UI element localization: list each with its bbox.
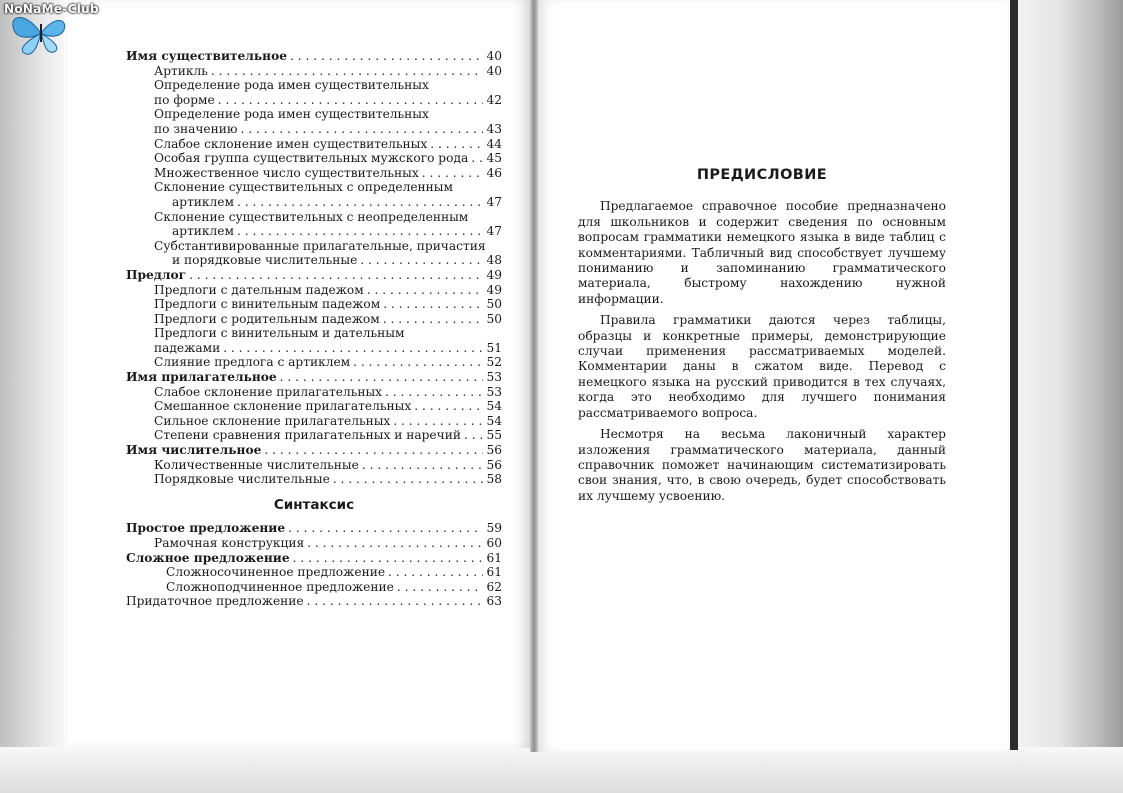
toc-entry [126,341,502,356]
toc-page-number: 51 [486,340,502,355]
toc-entry-title: Простое предложение [126,521,286,536]
toc-leader-dots [288,521,483,536]
toc-entry-title: Предлог [126,267,187,282]
toc-entry [126,195,502,210]
toc-leader-dots [218,93,484,108]
toc-leader-dots [414,399,483,414]
toc-page-number: 61 [486,550,502,565]
toc-page-number: 53 [486,370,502,385]
toc-entry [126,580,502,595]
toc-leader-dots [367,283,484,298]
toc-entry [126,370,502,385]
toc-entry-title: Порядковые числительные [154,472,330,487]
toc-page-number: 54 [486,413,502,428]
preface-paragraph: Предлагаемое справочное пособие предназначено для школьников и содержит сведения по основным вопросам грамматики немецкого языка в виде таблиц с комментариями. Табличный вид способствует лучшему пониманию и запоминанию грамматического материала, быстрому нахождению нужной информации. [578,199,946,306]
toc-entry [126,64,502,79]
toc-leader-dots [280,370,484,385]
toc-entry [126,428,502,443]
toc-entry-title: Сложное предложение [126,550,290,565]
toc-entry [126,355,502,370]
toc-page-number: 50 [486,297,502,312]
toc-entry-line: Предлоги с винительным и дательным [154,326,405,341]
toc-entry-title: Смешанное склонение прилагательных [154,399,412,414]
toc-entry [126,268,502,283]
toc-page-number: 49 [486,282,502,297]
toc-entry-title: Особая группа существительных мужского рода [154,151,469,166]
toc-entry-title: и порядковые числительные [172,253,358,268]
toc-page-number: 55 [486,428,502,443]
toc-leader-dots [388,565,483,580]
toc-page-number: 52 [486,355,502,370]
toc-entry-title: Предлоги с винительным падежом [154,297,381,312]
toc-entry [126,594,502,609]
toc-entry-line: Определение рода имен существительных [154,78,429,93]
toc-leader-dots [360,253,483,268]
toc-entry-title: Сложноподчиненное предложение [166,579,394,594]
watermark-text: NoNaMe-Club [4,2,99,16]
toc-entry-title: Множественное число существительных [154,165,419,180]
toc-entry-title: артиклем [172,224,234,239]
toc-page-number: 40 [486,63,502,78]
toc-page-number: 62 [486,579,502,594]
toc-leader-dots [353,355,483,370]
toc-page-number: 60 [486,536,502,550]
toc-leader-dots [237,195,483,210]
page-edge-shadow [1010,0,1018,750]
toc-entry-title: Сложносочиненное предложение [166,565,386,580]
preface-title: ПРЕДИСЛОВИЕ [696,167,828,183]
toc-entry-title: Имя существительное [126,49,287,63]
toc-entry-title: Предлоги с родительным падежом [154,311,380,326]
toc-entry [126,49,502,64]
toc-entry-title: Имя прилагательное [126,370,277,385]
toc-leader-dots [307,594,484,609]
toc-leader-dots [241,122,484,137]
toc-entry-title: Артикль [154,63,208,78]
toc-entry-title: Слабое склонение прилагательных [154,384,383,399]
preface-paragraph: Правила грамматики даются через таблицы, образцы и конкретные примеры, демонстрирующие случаи применения рассматриваемых моделей. Комментарии даны в сжатом виде. Перевод с немецкого языка на русский приводится в тех случаях, когда это необходимо для лучшего понимания рассматриваемого вопроса. [578,313,946,420]
toc-entry-title: Количественные числительные [154,457,359,472]
section-heading-syntax: Синтаксис [273,496,355,513]
page-edge-bottom [0,747,1123,793]
table-of-contents [126,49,502,609]
toc-leader-dots [293,551,484,566]
toc-leader-dots [397,580,484,595]
book-gutter [530,0,538,752]
toc-page-number: 47 [486,194,502,209]
watermark [0,0,140,60]
toc-entry [126,93,502,108]
toc-page-number: 43 [486,121,502,136]
toc-entry [126,414,502,429]
toc-page-number: 56 [486,443,502,458]
toc-entry [126,521,502,536]
toc-entry-title: Степени сравнения прилагательных и наречий [154,428,461,443]
toc-leader-dots [333,472,484,487]
toc-leader-dots [290,49,484,64]
toc-entry-line: Субстантивированные прилагательные, причастия [154,238,486,253]
toc-entry [126,297,502,312]
toc-entry-title: Придаточное предложение [126,594,304,609]
toc-entry [126,253,502,268]
toc-entry-title: артиклем [172,194,234,209]
preface [578,168,946,510]
toc-entry [126,536,502,551]
butterfly-icon [6,10,76,56]
toc-page-number: 56 [486,457,502,472]
toc-page-number: 49 [486,267,502,282]
toc-leader-dots [471,151,483,166]
toc-entry [126,122,502,137]
toc-page-number: 58 [486,472,502,487]
toc-page-number: 47 [486,224,502,239]
toc-entry-title: Сильное склонение прилагательных [154,413,391,428]
toc-entry-title: Имя числительное [126,443,262,458]
toc-page-number: 59 [486,521,502,536]
toc-entry-title: Слабое склонение имен существительных [154,136,428,151]
toc-entry [126,166,502,181]
toc-page-number: 40 [486,49,502,63]
toc-page-number: 45 [486,151,502,166]
toc-leader-dots [383,297,483,312]
toc-entry [126,385,502,400]
toc-entry-title: падежами [154,340,221,355]
toc-leader-dots [464,428,484,443]
toc-leader-dots [237,224,483,239]
toc-leader-dots [189,268,483,283]
toc-entry [126,399,502,414]
toc-leader-dots [422,166,484,181]
toc-page-number: 42 [486,92,502,107]
toc-entry [126,312,502,327]
toc-page-number: 61 [486,565,502,580]
toc-entry [126,443,502,458]
toc-entry-title: по значению [154,121,238,136]
toc-page-number: 44 [486,136,502,151]
toc-leader-dots [223,341,483,356]
toc-entry [126,283,502,298]
toc-leader-dots [211,64,484,79]
toc-entry-title: Предлоги с дательным падежом [154,282,364,297]
toc-entry [126,472,502,487]
toc-leader-dots [385,385,483,400]
toc-entry [126,137,502,152]
toc-leader-dots [393,414,483,429]
toc-page-number: 50 [486,311,502,326]
toc-entry-line: Определение рода имен существительных [154,107,429,122]
toc-page-number: 63 [486,594,502,609]
page-edge-left [0,0,64,793]
toc-leader-dots [362,458,484,473]
toc-page-number: 53 [486,384,502,399]
toc-page-number: 48 [486,253,502,268]
preface-paragraph: Несмотря на весьма лаконичный характер изложения грамматического материала, данный справочник поможет начинающим систематизировать свои знания, что, в свою очередь, будет способствовать их лучшему усвоению. [578,427,946,503]
toc-entry-line: Склонение существительных с неопределенным [154,209,469,224]
toc-leader-dots [383,312,484,327]
toc-entry-line: Склонение существительных с определенным [154,180,453,195]
toc-entry-title: Рамочная конструкция [154,536,305,550]
toc-leader-dots [307,536,483,551]
toc-leader-dots [430,137,483,152]
toc-entry [126,565,502,580]
toc-entry [126,151,502,166]
toc-entry [126,551,502,566]
toc-entry [126,224,502,239]
toc-page-number: 54 [486,399,502,414]
toc-entry-title: по форме [154,92,215,107]
toc-entry-title: Слияние предлога с артиклем [154,355,351,370]
page-edge-right [1013,0,1123,793]
toc-page-number: 46 [486,165,502,180]
toc-leader-dots [264,443,483,458]
toc-entry [126,458,502,473]
